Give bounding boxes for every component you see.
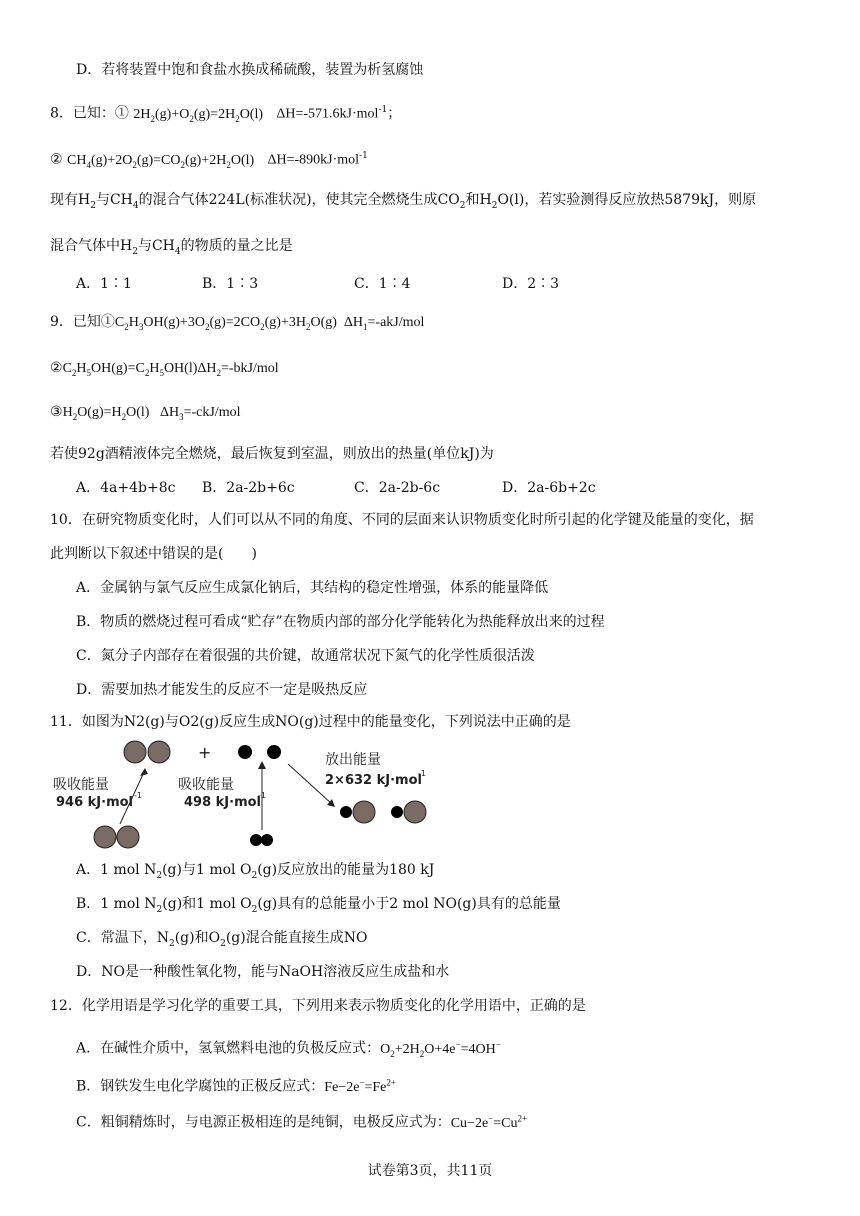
q10-option-a: A．金属钠与氯气反应生成氯化钠后，其结构的稳定性增强，体系的能量降低 xyxy=(76,580,549,596)
arrowhead xyxy=(258,761,266,769)
q11-stem: 11．如图为N2(g)与O2(g)反应生成NO(g)过程中的能量变化，下列说法中正确的是 xyxy=(50,714,571,730)
o-atom xyxy=(340,806,352,818)
q12-option-c: C．粗铜精炼时，与电源正极相连的是纯铜，电极反应式为：$Cu-2e^-=Cu^{2+}$ xyxy=(76,1113,528,1131)
q10-option-b: B．物质的燃烧过程可看成“贮存”在物质内部的部分化学能转化为热能释放出来的过程 xyxy=(76,614,605,630)
plus-sign: + xyxy=(198,743,212,762)
energy-diagram xyxy=(50,734,450,854)
q12-option-b: B．钢铁发生电化学腐蚀的正极反应式：$Fe-2e^-=Fe^{2+}$ xyxy=(76,1077,396,1095)
q8-line4: 混合气体中$H_2$与$CH_4$的物质的量之比是 xyxy=(50,238,293,257)
q8-option-d: D．2∶3 xyxy=(502,276,560,292)
absorb-label-1: 吸收能量 xyxy=(53,777,109,793)
q9-eq2: $②C_2H_5OH(g)=C_2H_5OH(l)\Delta H_2=-bkJ$/mol xyxy=(50,360,279,378)
absorb-value-1-sup: -1 xyxy=(134,791,142,800)
n-atom xyxy=(148,741,170,763)
q8-option-c: C．1∶4 xyxy=(354,276,411,292)
o-atom xyxy=(391,806,403,818)
q11-option-c: C．常温下，$N_2(g)$和$O_2(g)$混合能直接生成NO xyxy=(76,930,368,949)
n-atom xyxy=(353,801,375,823)
q8-option-b: B．1∶3 xyxy=(202,276,259,292)
absorb-value-1: 946 kJ·mol xyxy=(56,795,134,810)
q8-option-a: A．1∶1 xyxy=(76,276,132,292)
page-footer: 试卷第3页，共11页 xyxy=(367,1163,493,1179)
q9-ask: 若使92g酒精液体完全燃烧，最后恢复到室温，则放出的热量(单位kJ)为 xyxy=(50,446,494,462)
q11-option-d: D．NO是一种酸性氧化物，能与NaOH溶液反应生成盐和水 xyxy=(76,964,450,980)
q8-line3: 现有$H_2$与$CH_4$的混合气体224L(标准状况)，使其完全燃烧生成$CO_2$和$H_2O(l)$，若实验测得反应放热5879kJ，则原 xyxy=(50,192,757,211)
q12-stem: 12．化学用语是学习化学的重要工具，下列用来表示物质变化的化学用语中，正确的是 xyxy=(50,998,586,1014)
release-value: 2×632 kJ·mol xyxy=(325,773,422,788)
q11-option-a: A．1 mol $N_2(g)$与1 mol $O_2(g)$反应放出的能量为180 kJ xyxy=(76,862,435,881)
q9-option-a: A．4a+4b+8c xyxy=(76,480,176,496)
n-atom xyxy=(117,826,139,848)
absorb-value-2: 498 kJ·mol xyxy=(184,795,262,810)
q10-option-d: D．需要加热才能发生的反应不一定是吸热反应 xyxy=(76,682,368,698)
release-value-sup: -1 xyxy=(418,769,426,778)
q8-eq2-formula: $CH_4(g)+2O_2(g)=CO_2(g)+2H_2O(l)$ xyxy=(67,152,255,170)
q9-option-b: B．2a-2b+6c xyxy=(202,480,295,496)
absorb-value-2-sup: -1 xyxy=(258,791,266,800)
q8-eq1: 8．已知：① $2H_2(g)+O_2(g)=2H_2O(l)$ ΔH=-571.6kJ·mol$^{-1}$； xyxy=(50,105,402,124)
o-atom xyxy=(238,745,252,759)
release-label: 放出能量 xyxy=(325,752,381,768)
n-atom xyxy=(94,826,116,848)
n-atom xyxy=(404,801,426,823)
o-atom xyxy=(250,834,262,846)
q8-eq1-formula: $2H_2(g)+O_2(g)=2H_2O(l)$ xyxy=(133,106,264,124)
n-atom xyxy=(124,741,146,763)
q11-option-b: B．1 mol $N_2(g)$和1 mol $O_2(g)$具有的总能量小于2 mol NO(g)具有的总能量 xyxy=(76,896,561,915)
q10-option-c: C．氮分子内部存在着很强的共价键，故通常状况下氮气的化学性质很活泼 xyxy=(76,648,535,664)
q10-stem-1: 10．在研究物质变化时，人们可以从不同的角度、不同的层面来认识物质变化时所引起的化学键及能量的变化，据 xyxy=(50,512,754,528)
q12-option-a: A．在碱性介质中，氢氧燃料电池的负极反应式：$O_2+2H_2O+4e^-=4OH^-$ xyxy=(76,1039,501,1059)
q9-eq3: $③H_2O(g)=H_2O(l)$ $\Delta H_3=-ckJ$/mol xyxy=(50,404,241,422)
o-atom xyxy=(267,745,281,759)
arrowhead xyxy=(140,768,148,776)
q7-option-d: D．若将装置中饱和食盐水换成稀硫酸，装置为析氢腐蚀 xyxy=(76,62,424,78)
q8-eq2: ② $CH_4(g)+2O_2(g)=CO_2(g)+2H_2O(l)$ ΔH=-890kJ·mol$^{-1}$ xyxy=(50,151,368,170)
q10-stem-2: 此判断以下叙述中错误的是( ) xyxy=(50,546,257,562)
o-atom xyxy=(261,834,273,846)
q8-stem: 8．已知： xyxy=(50,105,115,122)
q9-eq1: 9．已知$①C_2H_3OH(g)+3O_2(g)=2CO_2(g)+3H_2O(g)$ $\Delta H_1=-akJ$/mol xyxy=(50,314,425,332)
q9-option-d: D．2a-6b+2c xyxy=(502,480,596,496)
absorb-label-2: 吸收能量 xyxy=(178,777,234,793)
q9-option-c: C．2a-2b-6c xyxy=(354,480,441,496)
